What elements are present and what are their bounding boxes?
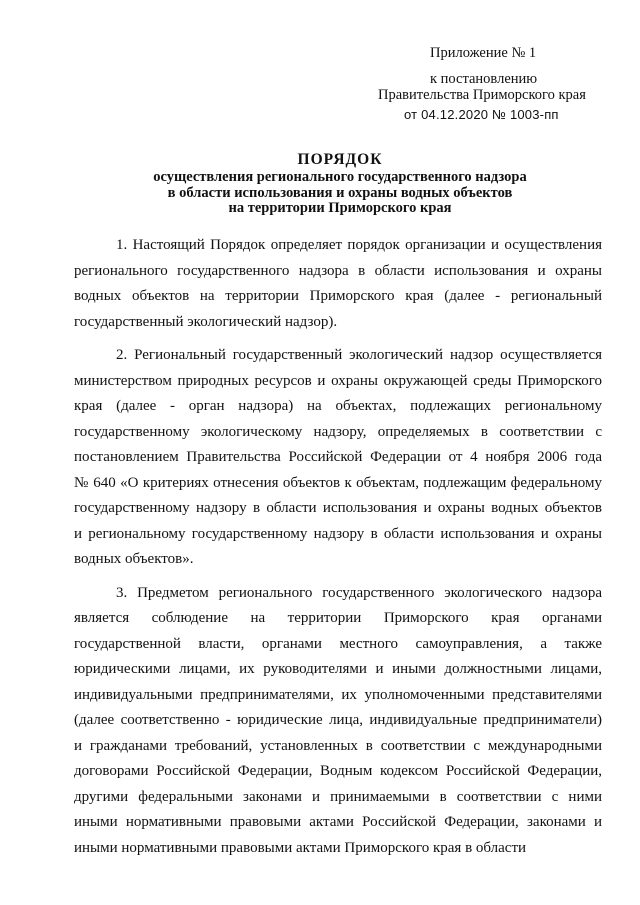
paragraph-line: государственному надзору в области использования и охраны водных объектов <box>74 500 602 516</box>
paragraph-line: 2. Региональный государственный экологический надзор осуществляется <box>116 347 602 363</box>
paragraph-line: государственному экологическому надзору, определяемых в соответствии с <box>74 423 602 440</box>
paragraph-line: (далее соответственно - юридические лица, индивидуальные предприниматели) <box>74 712 602 728</box>
annex-number: Приложение № 1 <box>430 45 537 61</box>
paragraph-line: договорами Российской Федерации, Водным кодексом Российской Федерации, <box>74 763 602 779</box>
paragraph-line: № 640 «О критериях отнесения объектов к объектам, подлежащим федеральному <box>74 474 602 491</box>
paragraph-line: водных объектов». <box>74 551 194 567</box>
paragraph-line: 1. Настоящий Порядок определяет порядок организации и осуществления <box>116 237 602 253</box>
paragraph-line: водных объектов на территории Приморского края (далее - региональный <box>74 288 602 304</box>
paragraph-line: индивидуальными предпринимателями, их уполномоченными представителями <box>74 686 602 703</box>
paragraph-line: иными нормативными правовыми актами Приморского края в области <box>74 839 527 856</box>
paragraph-gap <box>74 335 602 343</box>
document-title <box>90 150 590 217</box>
paragraph-line: министерством природных ресурсов и охраны окружающей среды Приморского <box>74 372 602 389</box>
paragraph-gap <box>74 573 602 581</box>
paragraph-line: государственный экологический надзор). <box>74 313 338 330</box>
title-subtitle-2: в области использования и охраны водных объектов <box>167 184 513 201</box>
paragraph-line: является соблюдение на территории Приморского края органами <box>74 610 602 626</box>
paragraph-line: регионального государственного надзора в области использования и охраны <box>74 262 602 279</box>
annex-decree-stamp: от 04.12.2020 № 1003-пп <box>404 107 559 122</box>
paragraph-line: 3. Предметом регионального государственного экологического надзора <box>116 584 602 601</box>
paragraph-line: другими федеральными законами и принимаемыми в соответствии с ними <box>74 788 602 805</box>
annex-reference: к постановлению <box>430 71 538 87</box>
annex-authority: Правительства Приморского края <box>378 87 586 103</box>
title-subtitle-1: осуществления регионального государственного надзора <box>153 169 527 185</box>
document-body <box>74 233 602 861</box>
paragraph-line: постановлением Правительства Российской Федерации от 4 ноября 2006 года <box>74 449 602 465</box>
title-heading: ПОРЯДОК <box>297 151 383 168</box>
title-subtitle-3: на территории Приморского края <box>228 200 452 216</box>
paragraph-line: государственной власти, органами местного самоуправления, а также <box>74 635 602 652</box>
paragraph-line: иными нормативными правовыми актами Российской Федерации, законами и <box>74 814 602 830</box>
paragraph-line: и региональному государственному надзору в области использования и охраны <box>74 525 602 542</box>
paragraph-line: края (далее - орган надзора) на объектах, подлежащих региональному <box>74 398 602 414</box>
paragraph-line: и гражданами требований, установленных в соответствии с международными <box>74 737 602 754</box>
paragraph-line: юридическими лицами, их руководителями и иными должностными лицами, <box>74 661 602 677</box>
